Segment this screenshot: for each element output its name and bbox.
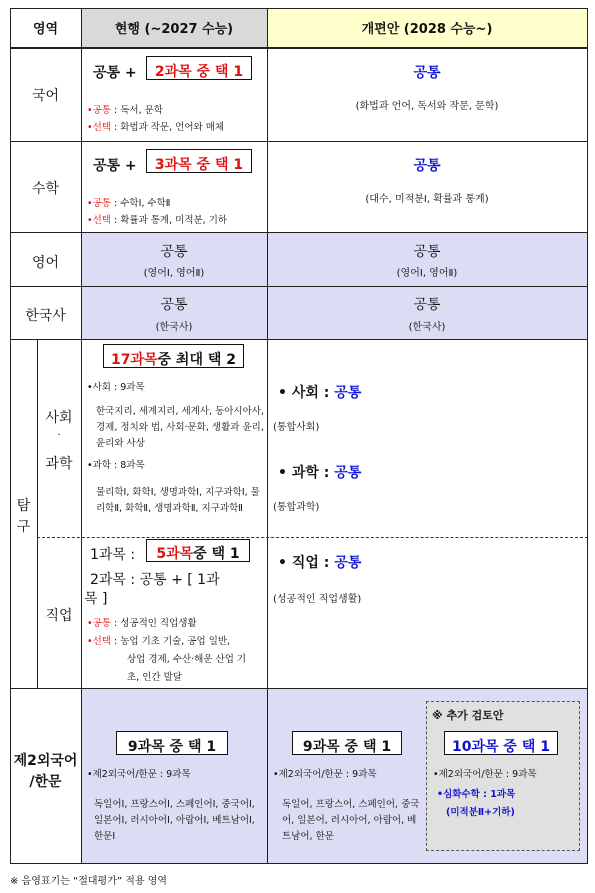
korean-new-title: 공통 (413, 65, 441, 81)
grid-line (10, 339, 588, 340)
english-new-detail: (영어Ⅰ, 영어Ⅱ) (396, 268, 458, 279)
history-current-detail: (한국사) (155, 322, 193, 333)
foreign-new-count: •제2외국어/한문 : 9과목 (273, 769, 377, 780)
foreign-label-2: /한문 (29, 774, 62, 790)
review-title: ※ 추가 검토안 (432, 709, 504, 722)
dashed-divider (37, 537, 588, 538)
new-vocational-value: 공통 (334, 555, 362, 571)
korean-current-line1 (87, 103, 163, 119)
math-current-line1 (87, 196, 170, 212)
grid-line (10, 8, 11, 864)
math-choice-text: 3과목 중 택 1 (154, 157, 244, 173)
new-vocational-row (278, 552, 361, 572)
korean-current-common: 공통 + (93, 65, 137, 81)
new-social-label: • 사회 : (278, 385, 330, 401)
line-text: : 독서, 문학 (110, 105, 163, 116)
grid-line (10, 286, 588, 287)
english-label: 영어 (31, 255, 60, 271)
new-social-value: 공통 (334, 385, 362, 401)
voc-line3: 상업 경제, 수산·해운 산업 기 (127, 654, 247, 665)
history-new-title: 공통 (413, 297, 441, 313)
grid-line (81, 8, 82, 864)
grid-line (587, 8, 588, 864)
vocational-label: 직업 (45, 608, 73, 624)
grid-line (10, 232, 588, 233)
voc-option1-rest: 중 택 1 (193, 546, 240, 562)
new-social-row (278, 382, 361, 402)
tag-common: •공통 (87, 105, 111, 116)
tag-common: •공통 (87, 198, 111, 209)
line-text: : 성공적인 직업생활 (110, 618, 197, 629)
korean-current-line2 (87, 120, 224, 136)
line-text: : 확률과 통계, 미적분, 기하 (110, 215, 228, 226)
header-current-label: 현행 (~2027 수능) (114, 22, 234, 37)
inquiry-choice-rest: 중 최대 택 2 (157, 352, 236, 368)
voc-line4: 초, 인간 발달 (127, 672, 182, 683)
inquiry-label-1: 탐 (16, 498, 31, 514)
inquiry-social-list: 한국지리, 세계지리, 세계사, 동아시아사, 경제, 정치와 법, 사회·문화, 생활과 윤리, 윤리와 사상 (96, 406, 264, 449)
english-current-title: 공통 (160, 244, 188, 260)
tag-choice: •선택 (87, 215, 111, 226)
inquiry-choice-count: 17과목 (111, 352, 158, 368)
inquiry-social-count: •사회 : 9과목 (87, 382, 145, 393)
foreign-label-1: 제2외국어 (13, 753, 78, 769)
math-label: 수학 (31, 181, 60, 197)
new-social-detail: (통합사회) (273, 422, 320, 433)
inquiry-science-count: •과학 : 8과목 (87, 460, 145, 471)
review-box-text: 10과목 중 택 1 (452, 739, 550, 755)
new-vocational-detail: (성공적인 직업생활) (273, 594, 362, 605)
math-new-detail: (대수, 미적분Ⅰ, 확률과 통계) (365, 194, 489, 205)
foreign-current-list: 독일어Ⅰ, 프랑스어Ⅰ, 스페인어Ⅰ, 중국어Ⅰ, 일본어Ⅰ, 러시아어Ⅰ, 아랍어Ⅰ, 베트남어Ⅰ, 한문Ⅰ (94, 799, 255, 842)
history-new-detail: (한국사) (408, 322, 446, 333)
tag-choice: •선택 (87, 122, 111, 133)
foreign-current-count: •제2외국어/한문 : 9과목 (87, 769, 191, 780)
voc-line1 (87, 616, 197, 632)
voc-line2 (87, 634, 230, 650)
new-science-detail: (통합과학) (273, 502, 320, 513)
footnote: ※ 음영표기는 “절대평가” 적용 영역 (10, 876, 168, 887)
voc-option2-line1: 2과목 : 공통 + [ 1과 (90, 572, 220, 588)
new-vocational-label: • 직업 : (278, 555, 330, 571)
math-current-common: 공통 + (93, 158, 137, 174)
voc-option1-count: 5과목 (156, 546, 194, 562)
line-text: : 화법과 작문, 언어와 매체 (110, 122, 225, 133)
social-science-label-2: · (57, 430, 61, 441)
review-count: •제2외국어/한문 : 9과목 (433, 769, 537, 780)
review-extra-1: •심화수학 : 1과목 (437, 789, 516, 800)
new-science-value: 공통 (334, 465, 362, 481)
new-science-row (278, 462, 361, 482)
inquiry-science-list: 물리학Ⅰ, 화학Ⅰ, 생명과학Ⅰ, 지구과학Ⅰ, 물리학Ⅱ, 화학Ⅱ, 생명과학Ⅱ, 지구과학Ⅱ (96, 487, 260, 514)
tag-common: •공통 (87, 618, 111, 629)
voc-option1-text (146, 543, 250, 563)
social-science-label-3: 과학 (45, 456, 73, 472)
math-current-line2 (87, 213, 227, 229)
new-science-label: • 과학 : (278, 465, 330, 481)
korean-new-detail: (화법과 언어, 독서와 작문, 문학) (355, 101, 499, 112)
tag-choice: •선택 (87, 636, 111, 647)
line-text: : 농업 기초 기술, 공업 일반, (110, 636, 231, 647)
grid-line (10, 47, 588, 49)
inquiry-choice-text (103, 349, 244, 369)
korean-choice-text: 2과목 중 택 1 (154, 64, 244, 80)
english-current-detail: (영어Ⅰ, 영어Ⅱ) (143, 268, 205, 279)
header-reform-label: 개편안 (2028 수능~) (361, 22, 493, 37)
grid-line (10, 688, 588, 689)
grid-line (267, 8, 268, 864)
voc-option1-prefix: 1과목 : (90, 547, 136, 563)
review-extra-2: (미적분Ⅱ+기하) (446, 807, 515, 818)
voc-option2-line2: 목 ] (84, 591, 108, 607)
header-area-label: 영역 (32, 22, 59, 37)
foreign-current-box-text: 9과목 중 택 1 (127, 739, 217, 755)
english-new-title: 공통 (413, 244, 441, 260)
social-science-label-1: 사회 (45, 410, 73, 426)
line-text: : 수학Ⅰ, 수학Ⅱ (110, 198, 171, 209)
history-current-title: 공통 (160, 297, 188, 313)
grid-line (10, 141, 588, 142)
math-new-title: 공통 (413, 158, 441, 174)
korean-label: 국어 (31, 88, 60, 104)
foreign-new-list: 독일어, 프랑스어, 스페인어, 중국어, 일본어, 러시아어, 아랍어, 베트남어, 한문 (282, 799, 420, 842)
inquiry-label-2: 구 (16, 519, 31, 535)
grid-line (10, 863, 588, 864)
history-label: 한국사 (25, 308, 66, 324)
grid-line (37, 339, 38, 688)
foreign-new-box-text: 9과목 중 택 1 (302, 739, 392, 755)
grid-line (10, 8, 588, 9)
